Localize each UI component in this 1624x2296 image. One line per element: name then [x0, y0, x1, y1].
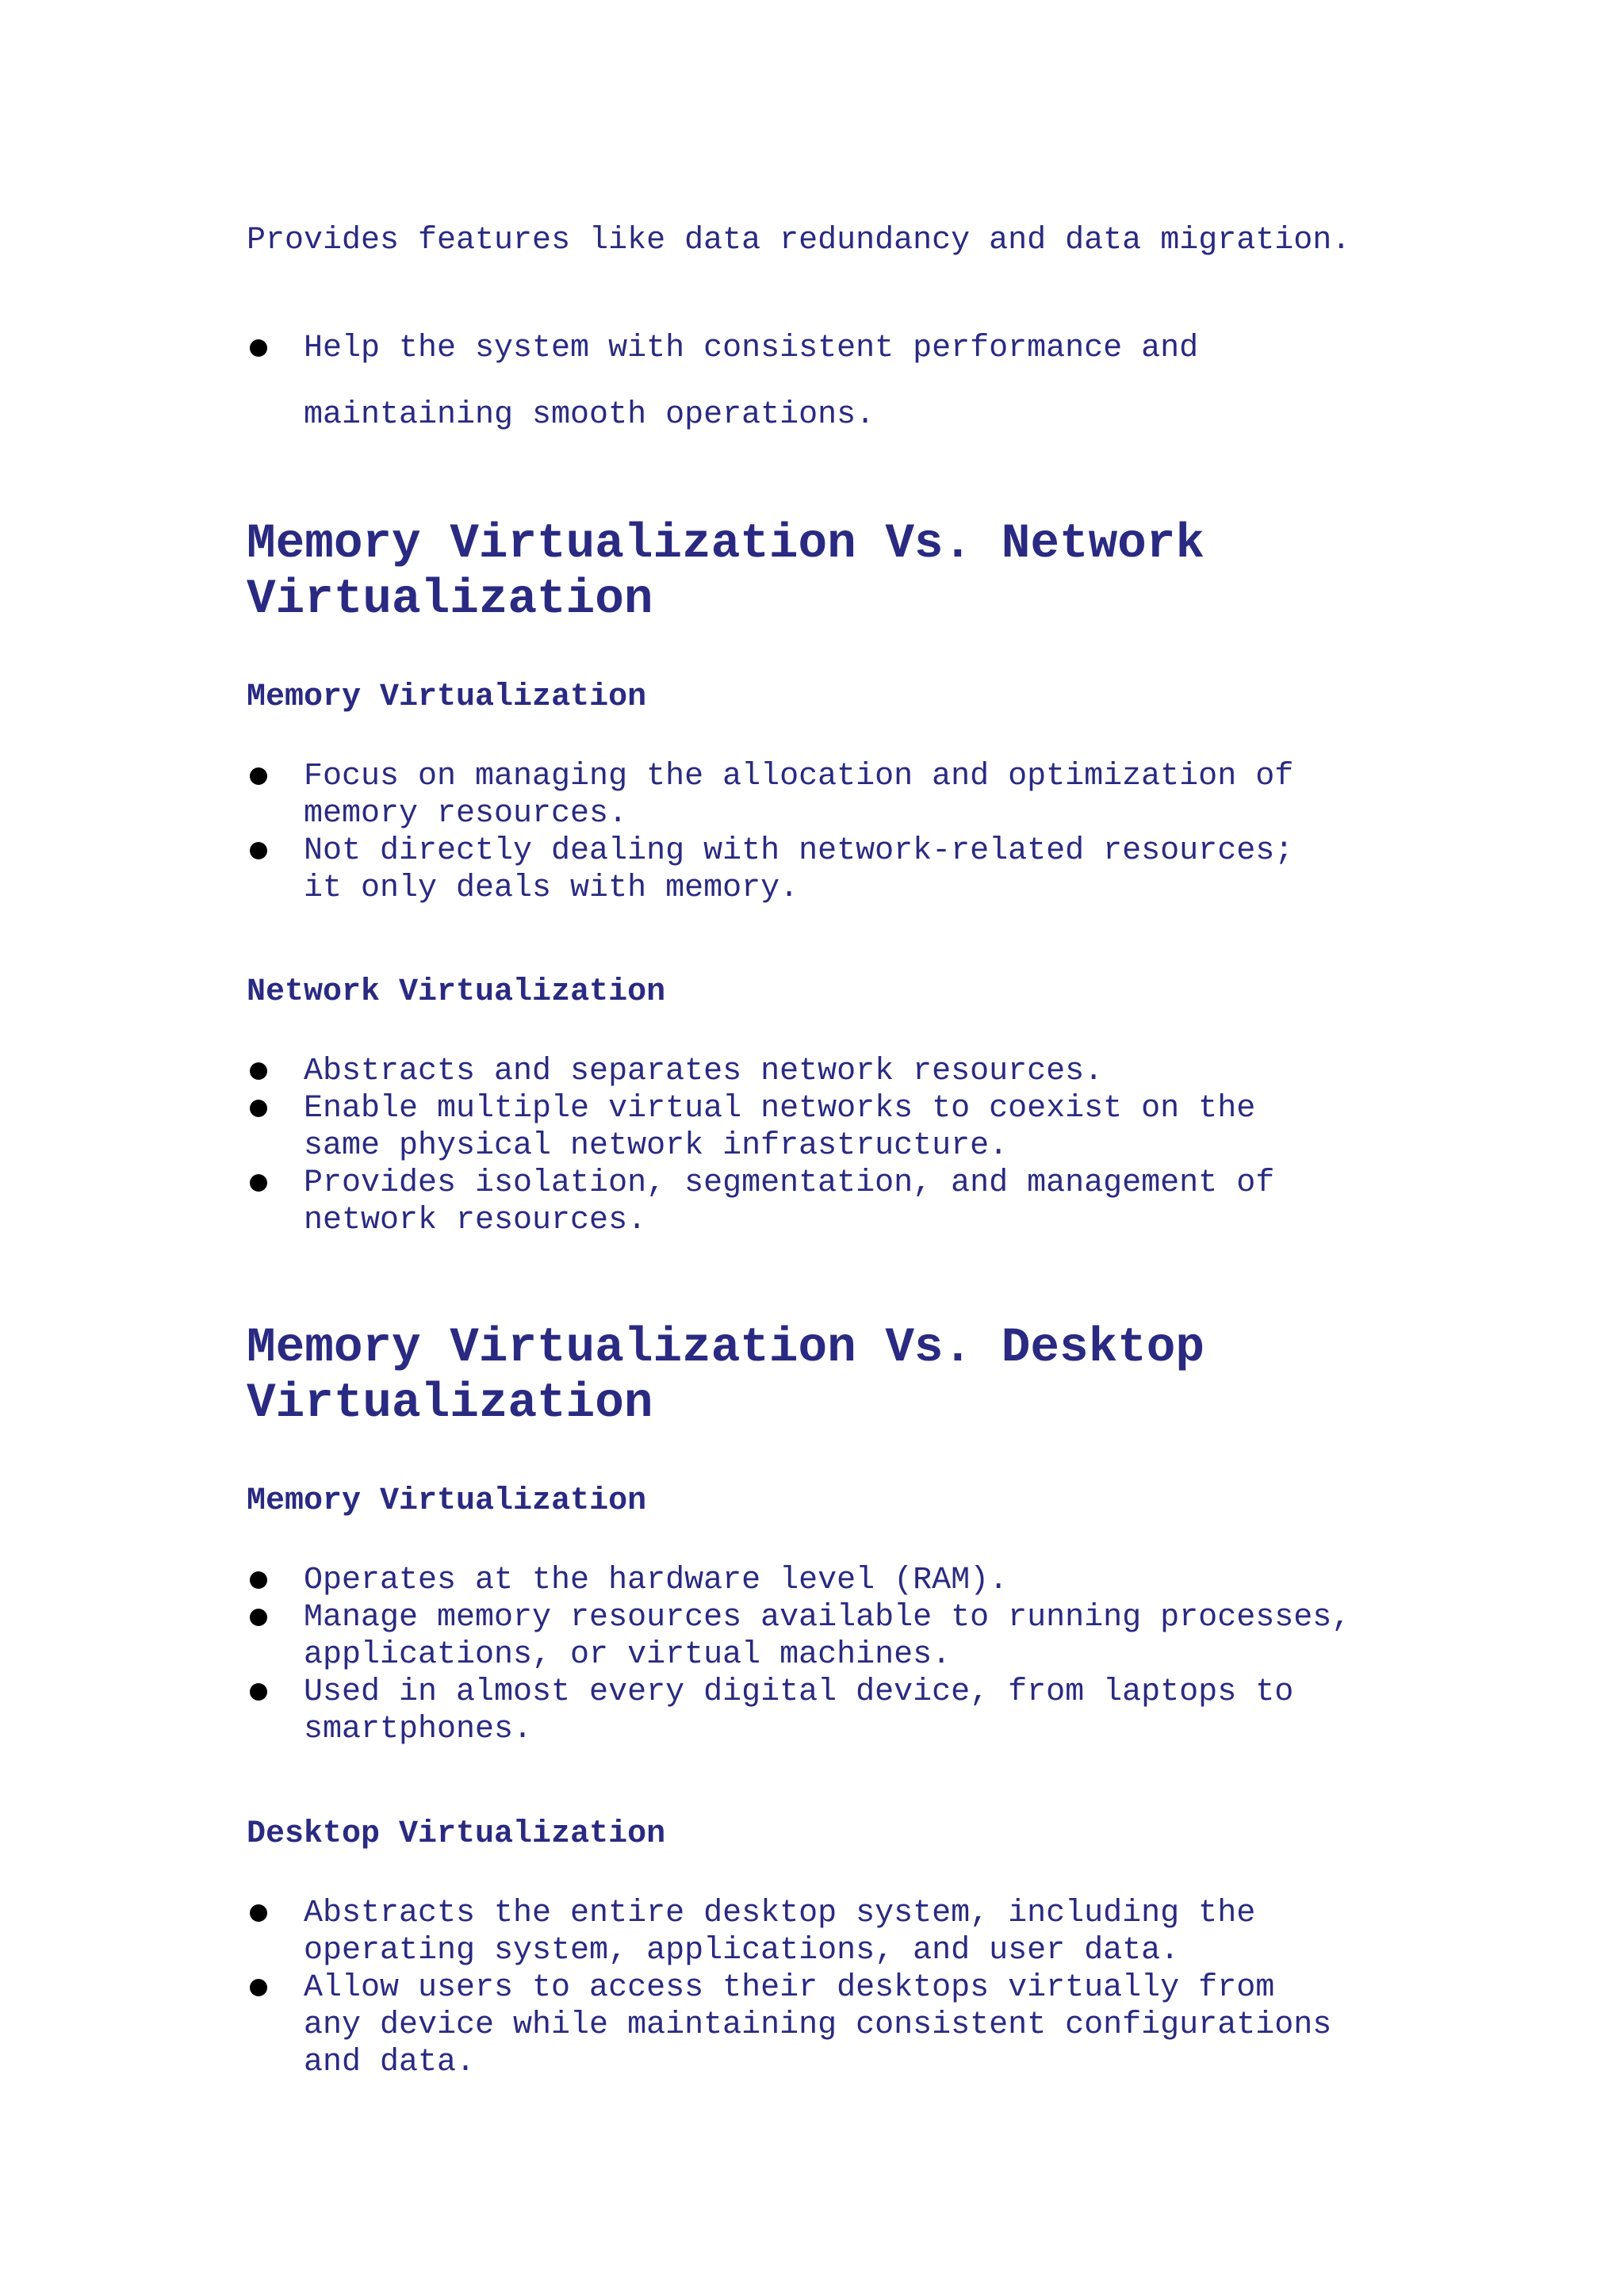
list-item: [247, 832, 1436, 907]
bullet-icon: [250, 1683, 267, 1701]
subheading-memory-virtualization: Memory Virtualization: [247, 1483, 647, 1519]
subheading-desktop-virtualization: Desktop Virtualization: [247, 1816, 666, 1852]
intro-bullet-text: Help the system with consistent performance and maintaining smooth operations.: [304, 331, 1199, 433]
list-item-text: Used in almost every digital device, from laptops to smartphones.: [304, 1674, 1294, 1747]
list-item-text: Not directly dealing with network-related resources; it only deals with memory.: [304, 833, 1294, 906]
memory-virtualization-list: [247, 1562, 1436, 1748]
bullet-icon: [250, 842, 267, 859]
list-item: [247, 1969, 1436, 2081]
list-item: [247, 1165, 1436, 1239]
list-item: [247, 1674, 1436, 1748]
bullet-icon: [250, 1571, 267, 1589]
bullet-icon: [250, 1174, 267, 1192]
bullet-icon: [250, 1062, 267, 1080]
list-item-text: Enable multiple virtual networks to coexist on the same physical network infrastructure.: [304, 1091, 1256, 1164]
list-item: [247, 758, 1436, 832]
list-item-text: Provides isolation, segmentation, and management of network resources.: [304, 1165, 1275, 1238]
list-item: [247, 1895, 1436, 1969]
section-memory-vs-desktop: [247, 1321, 1436, 1432]
list-item: [247, 1599, 1436, 1674]
bullet-icon: [250, 1100, 267, 1117]
list-item-text: Focus on managing the allocation and optimization of memory resources.: [304, 759, 1294, 832]
list-item-text: Operates at the hardware level (RAM).: [304, 1563, 1009, 1598]
section-heading: Memory Virtualization Vs. Desktop Virtualization: [247, 1321, 1205, 1431]
list-item: [247, 1090, 1436, 1165]
subheading-memory-virtualization: Memory Virtualization: [247, 679, 647, 715]
bullet-icon: [250, 767, 267, 785]
list-item: [247, 1562, 1436, 1599]
list-item-text: Allow users to access their desktops virtually from any device while maintaining consistent configurations and data.: [304, 1970, 1332, 2080]
list-item-text: Abstracts the entire desktop system, including the operating system, applications, and user data.: [304, 1896, 1256, 1969]
list-item-text: Abstracts and separates network resources.: [304, 1054, 1104, 1089]
bullet-icon: [250, 1979, 267, 1996]
list-item-text: Manage memory resources available to running processes, applications, or virtual machines.: [304, 1600, 1351, 1673]
bullet-icon: [250, 1609, 267, 1626]
desktop-virtualization-list: [247, 1895, 1436, 2081]
section-memory-vs-network: [247, 517, 1436, 628]
section-heading: Memory Virtualization Vs. Network Virtualization: [247, 517, 1205, 627]
subheading-network-virtualization: Network Virtualization: [247, 974, 666, 1010]
network-virtualization-list: [247, 1053, 1436, 1239]
bullet-icon: [250, 339, 267, 357]
intro-paragraph: Provides features like data redundancy and data migration.: [247, 223, 1351, 258]
memory-virtualization-list: [247, 758, 1436, 907]
bullet-icon: [250, 1904, 267, 1922]
list-item: [247, 1053, 1436, 1090]
